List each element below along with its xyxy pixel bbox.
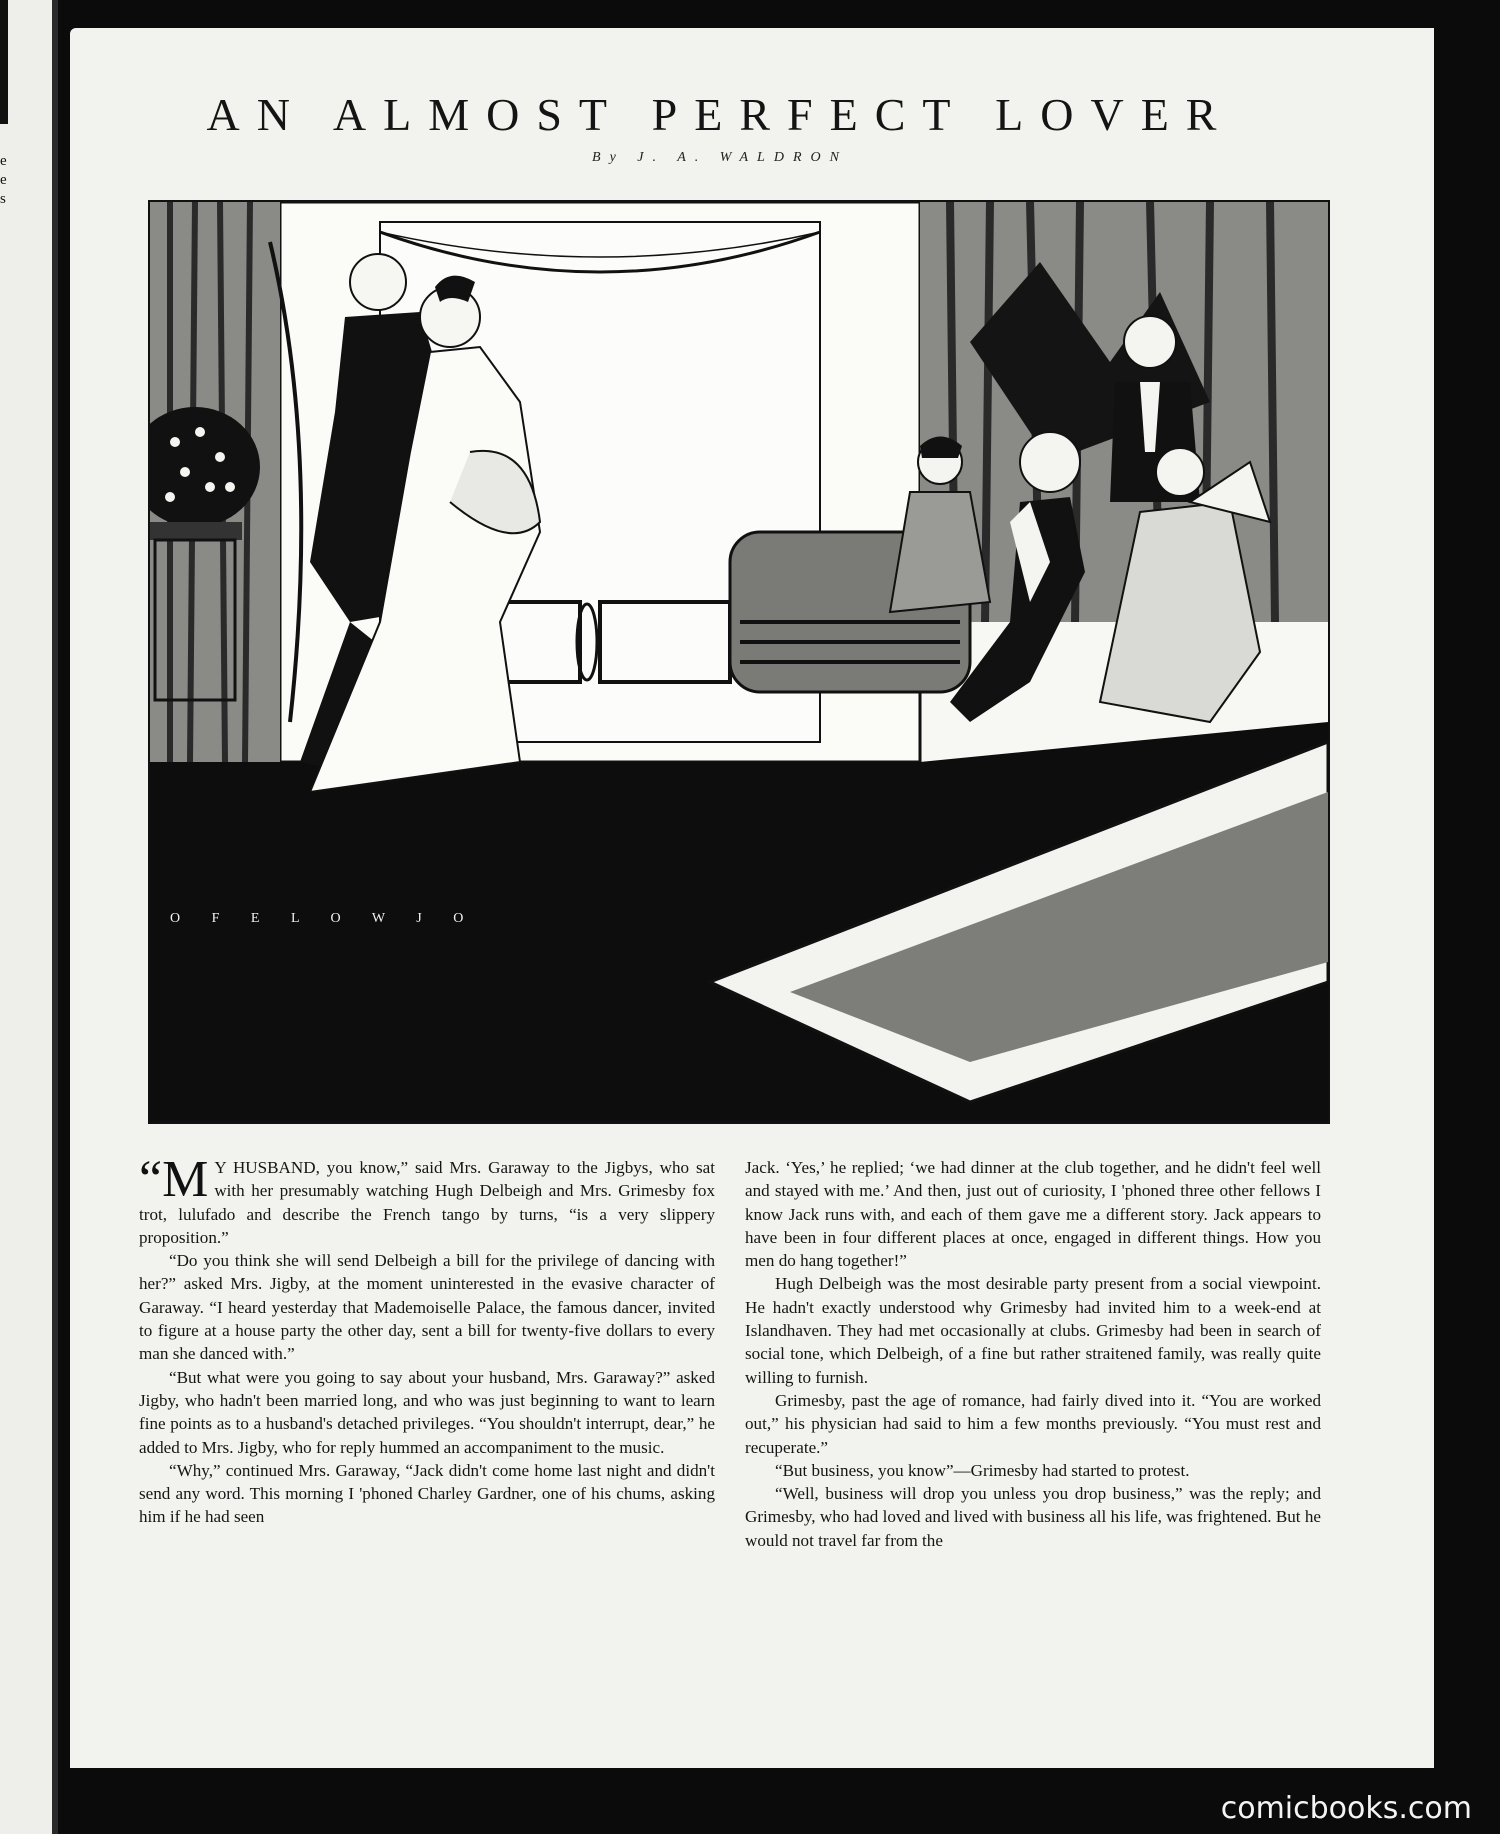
ballroom-drawing xyxy=(150,202,1328,1122)
ballroom-illustration xyxy=(148,200,1330,1124)
article-title: AN ALMOST PERFECT LOVER xyxy=(206,89,1234,140)
paragraph: Grimesby, past the age of romance, had fairly dived into it. “You are worked out,” his physician had said to him a few months previously. “You must rest and recuperate.” xyxy=(745,1390,1321,1457)
edge-letter: e xyxy=(0,153,7,169)
edge-mark xyxy=(0,0,8,124)
paragraph: Hugh Delbeigh was the most desirable party present from a social viewpoint. He hadn't exactly understood why Grimesby had invited him to a week-end at Islandhaven. They had met occasionally at clubs. Grimesby had been in search of social tone, which Delbeigh, of a fine but rather straitened family, was really quite willing to furnish. xyxy=(745,1274,1321,1387)
paragraph: “Do you think she will send Delbeigh a bill for the privilege of dancing with her?” asked Mrs. Jigby, at the moment uninterested in the evasive character of Garaway. “I heard yesterday that Mademoiselle Palace, the famous dancer, invited to figure at a house party the other day, sent a bill for twenty-five dollars to every man she danced with.” xyxy=(139,1251,715,1364)
opening-paragraph: “M Y HUSBAND, you know,” said Mrs. Garaway to the Jigbys, who sat with her presumably watching Hugh Delbeigh and Mrs. Grimesby fox trot, lulufado and describe the French tango by turns, “is a very slippery proposition.” xyxy=(139,1151,715,1247)
paragraph: “But what were you going to say about your husband, Mrs. Garaway?” asked Jigby, who hadn't been married long, and who was just beginning to want to learn fine points as to a husband's detached privileges. “You shouldn't interrupt, dear,” he added to Mrs. Jigby, who for reply hummed an accompaniment to the music. xyxy=(139,1367,715,1457)
article-byline: By J. A. WALDRON xyxy=(592,150,848,165)
edge-letter: e xyxy=(0,172,7,188)
edge-letter: s xyxy=(0,191,6,207)
text-column-left xyxy=(139,1151,715,1529)
text-column-right xyxy=(745,1156,1321,1552)
seated-man-head xyxy=(1020,432,1080,492)
fan-woman-head xyxy=(1156,448,1204,496)
plant-pot xyxy=(150,522,242,540)
paragraph: “Why,” continued Mrs. Garaway, “Jack didn't come home last night and didn't send any word. This morning I 'phoned Charley Gardner, one of his chums, asking him if he had seen xyxy=(139,1460,715,1527)
continued-paragraph: Jack. ‘Yes,’ he replied; ‘we had dinner at the club together, and he didn't feel well and stayed with me.’ And then, just out of curiosity, I 'phoned three other fellows I know Jack runs with, and each of them gave me a different story. Jack appears to have been in four different places at once, engaged in different things. How you men do hang together!” xyxy=(745,1158,1321,1271)
adjacent-page-edge xyxy=(0,0,58,1834)
page-binding xyxy=(52,0,58,1834)
adjacent-page-letters xyxy=(0,152,14,209)
standing-man-head xyxy=(1124,316,1176,368)
site-watermark: comicbooks.com xyxy=(1220,1791,1472,1826)
paragraph: “But business, you know”—Grimesby had started to protest. xyxy=(775,1460,1190,1480)
paragraph: “Well, business will drop you unless you drop business,” was the reply; and Grimesby, who had loved and lived with business all his life, was frightened. But he would not travel far from the xyxy=(745,1484,1321,1550)
artist-signature: O F E L O W J O xyxy=(170,911,478,926)
man-head xyxy=(350,254,406,310)
drop-cap: “M xyxy=(139,1151,209,1208)
